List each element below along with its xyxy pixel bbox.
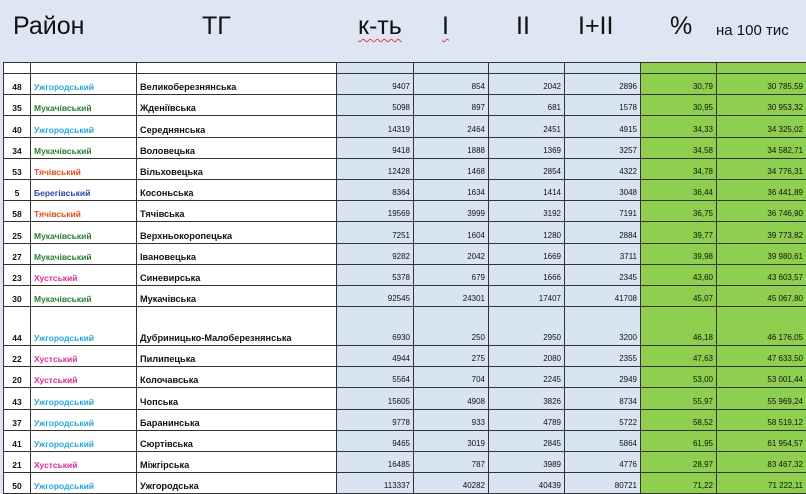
table-row: [4, 222, 806, 243]
sum-cell[interactable]: 7191: [565, 201, 641, 222]
table-cell[interactable]: [31, 63, 137, 74]
table-row: [4, 243, 806, 264]
rayon-cell[interactable]: Хустський: [31, 346, 137, 367]
sum-cell[interactable]: 4322: [565, 158, 641, 179]
count-cell[interactable]: 9778: [337, 409, 414, 430]
count-cell[interactable]: 113337: [337, 473, 414, 494]
per100k-cell[interactable]: 36 746,90: [717, 201, 806, 222]
per100k-cell[interactable]: 43 603,57: [717, 264, 806, 285]
count-cell[interactable]: 9407: [337, 74, 414, 95]
tg-cell[interactable]: Дубриницько-Малоберезнянська: [137, 307, 337, 346]
row-number[interactable]: 40: [4, 116, 31, 137]
row-number[interactable]: 43: [4, 388, 31, 409]
row-number[interactable]: 5: [4, 179, 31, 200]
percent-cell[interactable]: 36,44: [641, 179, 717, 200]
percent-cell[interactable]: 53,00: [641, 367, 717, 388]
dose1-cell[interactable]: 24301: [414, 285, 489, 306]
rayon-cell[interactable]: Ужгородський: [31, 430, 137, 451]
count-cell[interactable]: 9282: [337, 243, 414, 264]
dose2-cell[interactable]: 2080: [489, 346, 565, 367]
table-row: [4, 388, 806, 409]
sum-cell[interactable]: 1578: [565, 95, 641, 116]
row-number[interactable]: 27: [4, 243, 31, 264]
dose2-cell[interactable]: 3192: [489, 201, 565, 222]
per100k-cell[interactable]: 47 633,50: [717, 346, 806, 367]
rayon-cell[interactable]: Мукачівський: [31, 137, 137, 158]
rayon-cell[interactable]: Хустський: [31, 264, 137, 285]
count-cell[interactable]: 8364: [337, 179, 414, 200]
per100k-cell[interactable]: 53 001,44: [717, 367, 806, 388]
rayon-cell[interactable]: Мукачівський: [31, 285, 137, 306]
count-cell[interactable]: 19569: [337, 201, 414, 222]
dose1-cell[interactable]: 897: [414, 95, 489, 116]
sum-cell[interactable]: 5864: [565, 430, 641, 451]
sum-cell[interactable]: 8734: [565, 388, 641, 409]
row-number[interactable]: 44: [4, 307, 31, 346]
per100k-cell[interactable]: 34 325,02: [717, 116, 806, 137]
tg-cell[interactable]: Колочавська: [137, 367, 337, 388]
table-row: [4, 137, 806, 158]
tg-cell[interactable]: Пилипецька: [137, 346, 337, 367]
per100k-cell[interactable]: 36 441,89: [717, 179, 806, 200]
rayon-cell[interactable]: Тячівський: [31, 158, 137, 179]
percent-cell[interactable]: 47,63: [641, 346, 717, 367]
row-number[interactable]: 58: [4, 201, 31, 222]
rayon-cell[interactable]: Ужгородський: [31, 74, 137, 95]
dose2-cell[interactable]: 40439: [489, 473, 565, 494]
rayon-cell[interactable]: Ужгородський: [31, 388, 137, 409]
table-cell[interactable]: [717, 63, 806, 74]
percent-cell[interactable]: 39,77: [641, 222, 717, 243]
percent-cell[interactable]: 30,95: [641, 95, 717, 116]
per100k-cell[interactable]: 39 773,82: [717, 222, 806, 243]
table-row: [4, 346, 806, 367]
sum-cell[interactable]: 2949: [565, 367, 641, 388]
table-row: [4, 179, 806, 200]
dose1-cell[interactable]: 854: [414, 74, 489, 95]
percent-cell[interactable]: 71,22: [641, 473, 717, 494]
table-cell[interactable]: [337, 63, 414, 74]
table-row: [4, 452, 806, 473]
table-row: [4, 74, 806, 95]
table-cell[interactable]: [414, 63, 489, 74]
sum-cell[interactable]: 4776: [565, 452, 641, 473]
table-row: [4, 95, 806, 116]
dose1-cell[interactable]: 2042: [414, 243, 489, 264]
row-number[interactable]: 25: [4, 222, 31, 243]
sum-cell[interactable]: 2884: [565, 222, 641, 243]
dose1-cell[interactable]: 275: [414, 346, 489, 367]
rayon-cell[interactable]: Хустський: [31, 367, 137, 388]
dose2-cell[interactable]: 1369: [489, 137, 565, 158]
rayon-cell[interactable]: Ужгородський: [31, 409, 137, 430]
table-row: [4, 264, 806, 285]
count-cell[interactable]: 15605: [337, 388, 414, 409]
tg-cell[interactable]: Баранинська: [137, 409, 337, 430]
tg-cell[interactable]: Великоберезнянська: [137, 74, 337, 95]
row-number[interactable]: 50: [4, 473, 31, 494]
dose2-cell[interactable]: 2845: [489, 430, 565, 451]
row-number[interactable]: 53: [4, 158, 31, 179]
dose2-cell[interactable]: 2950: [489, 307, 565, 346]
percent-cell[interactable]: 45,07: [641, 285, 717, 306]
dose2-cell[interactable]: 3826: [489, 388, 565, 409]
tg-cell[interactable]: Косоньська: [137, 179, 337, 200]
table-cell[interactable]: [4, 63, 31, 74]
row-number[interactable]: 20: [4, 367, 31, 388]
table-row: [4, 201, 806, 222]
header-percent: %: [670, 12, 692, 41]
data-table: [3, 62, 806, 494]
count-cell[interactable]: 92545: [337, 285, 414, 306]
header-per-100k: на 100 тис: [716, 22, 789, 39]
table-row: [4, 430, 806, 451]
dose1-cell[interactable]: 933: [414, 409, 489, 430]
row-number[interactable]: 35: [4, 95, 31, 116]
dose1-cell[interactable]: 3999: [414, 201, 489, 222]
sum-cell[interactable]: 80721: [565, 473, 641, 494]
rayon-cell[interactable]: Мукачівський: [31, 95, 137, 116]
sum-cell[interactable]: 3048: [565, 179, 641, 200]
dose1-cell[interactable]: 704: [414, 367, 489, 388]
dose1-cell[interactable]: 1604: [414, 222, 489, 243]
sum-cell[interactable]: 41708: [565, 285, 641, 306]
dose2-cell[interactable]: 2042: [489, 74, 565, 95]
header-ii: II: [516, 12, 530, 41]
percent-cell[interactable]: 61,95: [641, 430, 717, 451]
table-row: [4, 116, 806, 137]
dose2-cell[interactable]: 2245: [489, 367, 565, 388]
percent-cell[interactable]: 30,79: [641, 74, 717, 95]
tg-cell[interactable]: Вільховецька: [137, 158, 337, 179]
rayon-cell[interactable]: Ужгородський: [31, 116, 137, 137]
dose2-cell[interactable]: 4789: [489, 409, 565, 430]
per100k-cell[interactable]: 55 969,24: [717, 388, 806, 409]
dose1-cell[interactable]: 787: [414, 452, 489, 473]
header-i: I: [442, 12, 449, 41]
row-number[interactable]: 23: [4, 264, 31, 285]
sum-cell[interactable]: 4915: [565, 116, 641, 137]
sum-cell[interactable]: 5722: [565, 409, 641, 430]
per100k-cell[interactable]: 58 519,12: [717, 409, 806, 430]
per100k-cell[interactable]: 30 953,32: [717, 95, 806, 116]
dose1-cell[interactable]: 2464: [414, 116, 489, 137]
per100k-cell[interactable]: 71 222,11: [717, 473, 806, 494]
count-cell[interactable]: 4944: [337, 346, 414, 367]
row-number[interactable]: 34: [4, 137, 31, 158]
header-rayon: Район: [13, 12, 84, 41]
count-cell[interactable]: 14319: [337, 116, 414, 137]
dose1-cell[interactable]: 40282: [414, 473, 489, 494]
row-number[interactable]: 48: [4, 74, 31, 95]
dose1-cell[interactable]: 3019: [414, 430, 489, 451]
dose2-cell[interactable]: 1666: [489, 264, 565, 285]
rayon-cell[interactable]: Хустський: [31, 452, 137, 473]
percent-cell[interactable]: 43,60: [641, 264, 717, 285]
percent-cell[interactable]: 39,98: [641, 243, 717, 264]
row-number[interactable]: 41: [4, 430, 31, 451]
tg-cell[interactable]: Івановецька: [137, 243, 337, 264]
tg-cell[interactable]: Жденіївська: [137, 95, 337, 116]
table-row: [4, 158, 806, 179]
table-row: [4, 367, 806, 388]
dose2-cell[interactable]: 3989: [489, 452, 565, 473]
count-cell[interactable]: 5378: [337, 264, 414, 285]
count-cell[interactable]: 5564: [337, 367, 414, 388]
sum-cell[interactable]: 2355: [565, 346, 641, 367]
dose2-cell[interactable]: 2451: [489, 116, 565, 137]
rayon-cell[interactable]: Мукачівський: [31, 222, 137, 243]
percent-cell[interactable]: 36,75: [641, 201, 717, 222]
dose1-cell[interactable]: 679: [414, 264, 489, 285]
table-row: [4, 307, 806, 346]
per100k-cell[interactable]: 61 954,57: [717, 430, 806, 451]
tg-cell[interactable]: Воловецька: [137, 137, 337, 158]
per100k-cell[interactable]: 46 176,05: [717, 307, 806, 346]
table-cell[interactable]: [565, 63, 641, 74]
percent-cell[interactable]: 34,33: [641, 116, 717, 137]
count-cell[interactable]: 9465: [337, 430, 414, 451]
per100k-cell[interactable]: 30 785,59: [717, 74, 806, 95]
count-cell[interactable]: 7251: [337, 222, 414, 243]
percent-cell[interactable]: 34,58: [641, 137, 717, 158]
dose1-cell[interactable]: 1888: [414, 137, 489, 158]
sum-cell[interactable]: 3200: [565, 307, 641, 346]
table-row: [4, 473, 806, 494]
row-number[interactable]: 30: [4, 285, 31, 306]
dose1-cell[interactable]: 1468: [414, 158, 489, 179]
rayon-cell[interactable]: Тячівський: [31, 201, 137, 222]
sum-cell[interactable]: 3257: [565, 137, 641, 158]
tg-cell[interactable]: Чопська: [137, 388, 337, 409]
dose1-cell[interactable]: 250: [414, 307, 489, 346]
header-tg: ТГ: [202, 12, 231, 41]
per100k-cell[interactable]: 45 067,80: [717, 285, 806, 306]
table-cell[interactable]: [641, 63, 717, 74]
rayon-cell[interactable]: Мукачівський: [31, 243, 137, 264]
per100k-cell[interactable]: 34 582,71: [717, 137, 806, 158]
row-number[interactable]: 21: [4, 452, 31, 473]
dose2-cell[interactable]: 681: [489, 95, 565, 116]
tg-cell[interactable]: Верхньокоропецька: [137, 222, 337, 243]
tg-cell[interactable]: Синевирська: [137, 264, 337, 285]
percent-cell[interactable]: 55,97: [641, 388, 717, 409]
table-row-partial: [4, 63, 806, 74]
count-cell[interactable]: 12428: [337, 158, 414, 179]
rayon-cell[interactable]: Берегівський: [31, 179, 137, 200]
dose2-cell[interactable]: 1280: [489, 222, 565, 243]
count-cell[interactable]: 6930: [337, 307, 414, 346]
count-cell[interactable]: 5098: [337, 95, 414, 116]
tg-cell[interactable]: Мукачівська: [137, 285, 337, 306]
dose2-cell[interactable]: 1414: [489, 179, 565, 200]
per100k-cell[interactable]: 34 776,31: [717, 158, 806, 179]
sum-cell[interactable]: 2345: [565, 264, 641, 285]
tg-cell[interactable]: Середнянська: [137, 116, 337, 137]
header-count: к-ть: [358, 12, 402, 41]
count-cell[interactable]: 9418: [337, 137, 414, 158]
per100k-cell[interactable]: 83 467,32: [717, 452, 806, 473]
sum-cell[interactable]: 3711: [565, 243, 641, 264]
dose1-cell[interactable]: 1634: [414, 179, 489, 200]
rayon-cell[interactable]: Ужгородський: [31, 307, 137, 346]
row-number[interactable]: 37: [4, 409, 31, 430]
table-cell[interactable]: [137, 63, 337, 74]
dose1-cell[interactable]: 4908: [414, 388, 489, 409]
per100k-cell[interactable]: 39 980,61: [717, 243, 806, 264]
header-i-plus-ii: I+II: [578, 12, 613, 41]
dose2-cell[interactable]: 2854: [489, 158, 565, 179]
percent-cell[interactable]: 58,52: [641, 409, 717, 430]
percent-cell[interactable]: 46,18: [641, 307, 717, 346]
tg-cell[interactable]: Ужгородська: [137, 473, 337, 494]
dose2-cell[interactable]: 1669: [489, 243, 565, 264]
percent-cell[interactable]: 34,78: [641, 158, 717, 179]
table-cell[interactable]: [489, 63, 565, 74]
dose2-cell[interactable]: 17407: [489, 285, 565, 306]
rayon-cell[interactable]: Ужгородський: [31, 473, 137, 494]
table-row: [4, 285, 806, 306]
table-row: [4, 409, 806, 430]
table-header: [0, 0, 806, 62]
sum-cell[interactable]: 2896: [565, 74, 641, 95]
tg-cell[interactable]: Тячівська: [137, 201, 337, 222]
tg-cell[interactable]: Сюртівська: [137, 430, 337, 451]
percent-cell[interactable]: 28,97: [641, 452, 717, 473]
row-number[interactable]: 22: [4, 346, 31, 367]
count-cell[interactable]: 16485: [337, 452, 414, 473]
tg-cell[interactable]: Міжгірська: [137, 452, 337, 473]
